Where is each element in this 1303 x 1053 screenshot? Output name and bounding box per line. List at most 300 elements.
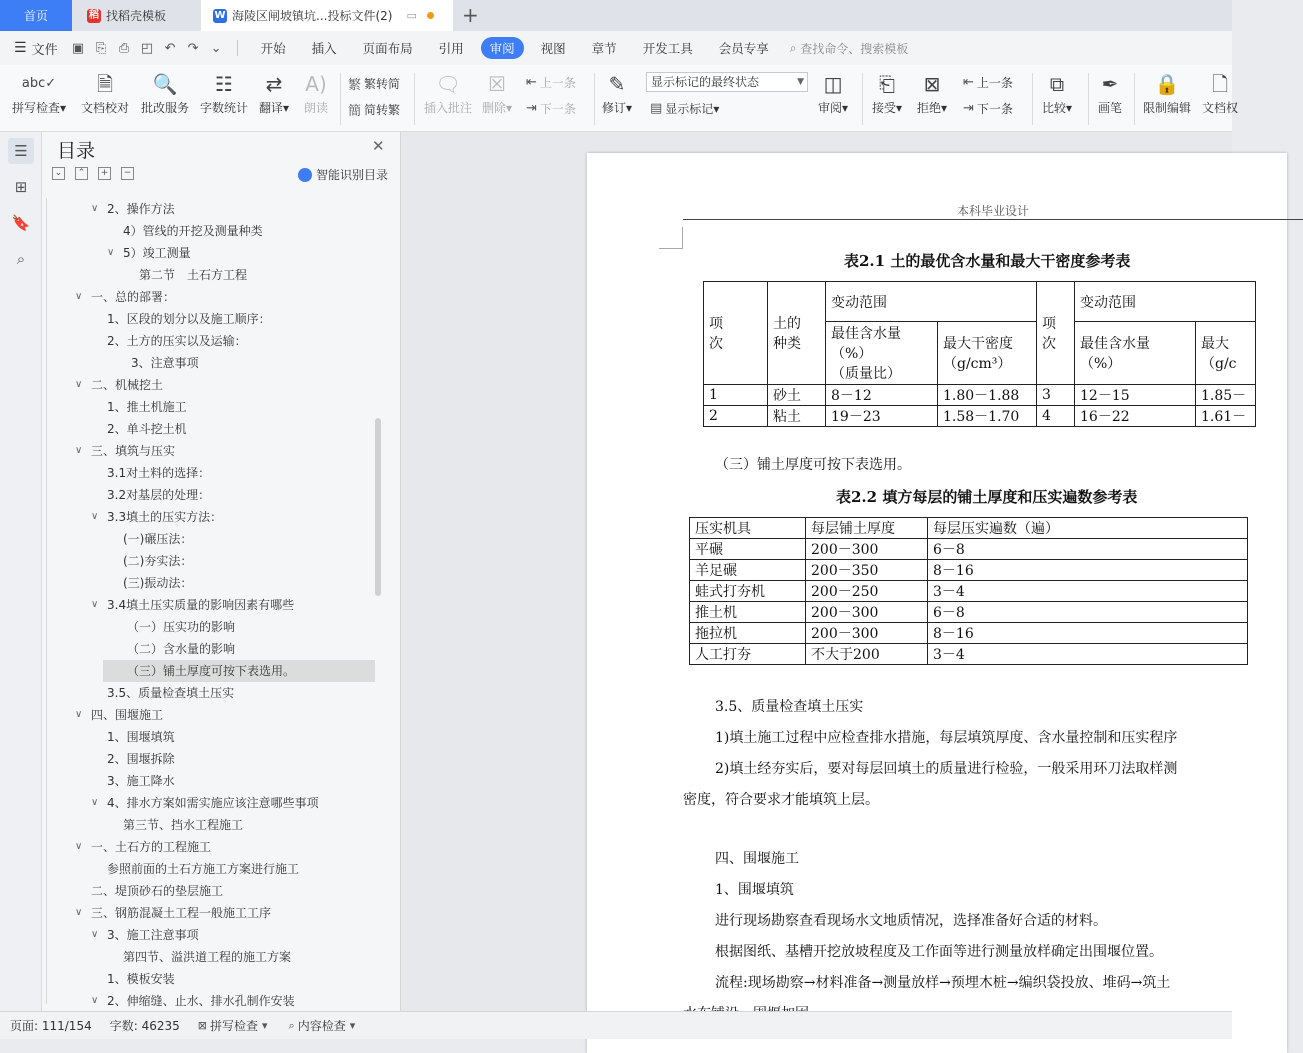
toc-item-label: 3、施工注意事项 [107,928,199,942]
toc-item-label: 一、土石方的工程施工 [91,840,212,854]
toc-item[interactable] [47,638,375,660]
table-cell: 3 [1037,385,1075,406]
hamburger-icon: ☰ [14,40,27,56]
toc-item-label: 3.3填土的压实方法： [107,510,223,524]
toc-item[interactable] [47,462,375,484]
undo-icon[interactable]: ↶ [164,40,176,56]
track-changes-icon: ✎ [608,72,626,96]
dropdown-caret-icon: ▾ [506,101,513,115]
prev-change-label: 上一条 [976,76,1013,90]
toc-item-label: (三)振动法： [123,576,193,590]
toc-item-label: 一、总的部署： [91,290,176,304]
toc-item[interactable] [47,682,375,704]
tab-developer[interactable]: 开发工具 [642,41,693,56]
toc-item[interactable] [47,990,375,1012]
toc-item-label: 1、模板安装 [107,972,175,986]
toc-item[interactable] [47,352,375,374]
print-icon[interactable]: ⎙ [118,40,130,56]
table2-header: 每层铺土厚度 [806,518,928,539]
table1-header-item: 项 次 [704,282,768,385]
table-cell: 200－300 [806,623,928,644]
reject-icon: ⊠ [923,72,941,96]
dropdown-caret-icon: ▾ [842,101,849,115]
word-count-button[interactable] [200,69,248,116]
toc-item-selected[interactable] [103,660,375,682]
table1-header-range2: 变动范围 [1075,282,1256,322]
toc-item[interactable] [47,748,375,770]
table-cell: 拖拉机 [690,623,806,644]
toc-panel-icon[interactable]: ☰ [8,138,34,164]
table-cell: 16－22 [1075,406,1196,427]
toc-title: 目录 [57,140,96,162]
table-cell: 200－300 [806,602,928,623]
doc-proof-button[interactable] [81,69,129,116]
remove-heading-icon[interactable]: − [121,167,134,180]
spellcheck-status-icon: ⊠ [197,1019,207,1032]
table1-header-soil: 土的 种类 [768,282,826,385]
review-pane-label: 审阅 [818,101,843,115]
track-changes-button[interactable] [602,69,632,116]
smart-detect-toc-button[interactable] [298,166,388,183]
table-header-row [690,518,1248,539]
toc-item[interactable] [47,198,375,220]
toc-item[interactable] [47,220,375,242]
pen-button[interactable] [1098,69,1122,116]
paragraph: 流程:现场勘察→材料准备→测量放样→预埋木桩→编织袋投放、堆码→筑土 [715,975,1171,991]
next-comment-button[interactable] [526,100,576,117]
toc-item[interactable] [47,374,375,396]
toc-item-label: 3、注意事项 [131,356,199,370]
tab-page-layout[interactable]: 页面布局 [362,41,413,56]
toc-item[interactable] [47,264,375,286]
tab-view[interactable]: 视图 [540,41,566,56]
dropdown-caret-icon: ▾ [896,101,903,115]
table-row [690,539,1248,560]
chevron-down-icon[interactable]: ∨ [107,247,115,258]
content-check-status[interactable] [289,1017,359,1034]
table-cell: 粘土 [768,406,826,427]
toc-item-label: 2、单斗挖土机 [107,422,187,436]
translate-button[interactable] [259,69,289,116]
toc-item[interactable] [47,506,375,528]
header-rule [683,219,1303,220]
toc-item[interactable] [47,418,375,440]
toc-item[interactable] [47,484,375,506]
table-cell: 人工打夯 [690,644,806,665]
tab-home[interactable]: 首页 [0,0,72,31]
tab-template[interactable] [73,0,201,31]
word-count-indicator[interactable]: 字数: 46235 [109,1019,180,1033]
toc-item-label: (二)夯实法： [123,554,193,568]
toc-item[interactable] [47,704,375,726]
chevron-down-icon[interactable]: ∨ [75,841,83,852]
compare-button[interactable] [1042,69,1072,116]
table-cell: 2 [704,406,768,427]
table-cell: 8－16 [928,623,1248,644]
toc-item[interactable] [47,616,375,638]
pin-window-icon[interactable]: ▭ [406,9,417,22]
chevron-down-icon[interactable]: ∨ [75,291,83,302]
margin-corner-mark [659,227,683,249]
save-icon[interactable]: ▣ [71,40,85,56]
dropdown-caret-icon: ▾ [283,101,290,115]
toc-item[interactable] [47,330,375,352]
table-cell: 1.58－1.70 [938,406,1037,427]
table-cell: 不大于200 [806,644,928,665]
insert-comment-button[interactable] [424,69,472,116]
add-heading-icon[interactable]: + [98,167,111,180]
chevron-down-icon[interactable]: ∨ [75,907,83,918]
simp-to-trad-label: 简转繁 [364,103,401,117]
accept-button[interactable] [872,69,902,116]
table-cell: 8－12 [826,385,938,406]
page-header: 本科毕业设计 [957,204,1030,218]
table-row [690,644,1248,665]
spellcheck-abc-icon: abc✓ [21,76,57,91]
tab-start[interactable]: 开始 [260,41,286,56]
toc-item-label: 3.5、质量检查填土压实 [107,686,235,700]
dropdown-caret-icon: ▾ [262,1019,268,1032]
comment-delete-icon: ☒ [488,72,506,96]
toc-item-label: 三、填筑与压实 [91,444,176,458]
dropdown-caret-icon: ▾ [349,1019,356,1032]
paragraph: 2)填土经夯实后，要对每层回填土的质量进行检验，一般采用环刀法取样测 [715,761,1178,777]
ribbon-divider [1088,73,1089,125]
table-cell: 1.85－ [1196,385,1256,406]
table-row [690,623,1248,644]
tab-document-label: 海陵区闸坡镇坑...投标文件(2) [232,9,393,23]
document-canvas [401,132,1247,1011]
next-change-icon: ⇥ [963,101,974,116]
toc-item[interactable] [47,550,375,572]
table-cell: 平碾 [690,539,806,560]
track-changes-label: 修订 [602,101,627,115]
toc-item[interactable] [47,726,375,748]
table1[interactable] [703,281,1256,427]
paragraph: 1、围堰填筑 [715,882,794,898]
next-comment-label: 下一条 [539,102,576,116]
trad-to-simp-label: 繁转简 [364,77,401,91]
delete-comment-label: 删除 [482,101,507,115]
table1-header-opt2: 最佳含水量 （%） [1075,322,1196,385]
table-cell: 3－4 [928,644,1248,665]
toc-item[interactable] [47,946,375,968]
tab-references[interactable]: 引用 [438,41,464,56]
trad-simp-icon: 繁 [348,78,362,93]
toc-item[interactable] [47,242,375,264]
spellcheck-status-label: 拼写检查 [209,1019,258,1033]
toc-item[interactable] [47,286,375,308]
toc-item-label: 四、围堰施工 [91,708,164,722]
table-cell: 6－8 [928,539,1248,560]
toc-toolbar [52,167,134,180]
table-cell: 200－300 [806,539,928,560]
table-cell: 12－15 [1075,385,1196,406]
tab-review[interactable]: 审阅 [481,37,524,59]
table-cell: 4 [1037,406,1075,427]
paragraph: （三）铺土厚度可按下表选用。 [715,457,911,473]
doc-proof-label: 文档校对 [81,101,130,115]
toc-item[interactable] [47,792,375,814]
search-icon: ⌕ [789,40,801,55]
dropdown-caret-icon: ▾ [941,101,948,115]
writer-doc-icon: W [214,9,226,21]
review-ribbon [0,65,1239,132]
spellcheck-label: 拼写检查 [12,101,61,115]
prev-comment-button[interactable] [526,74,576,91]
page-indicator[interactable]: 页面: 111/154 [10,1019,92,1033]
tab-member[interactable]: 会员专享 [718,41,769,56]
print-preview-icon[interactable]: ◰ [140,40,154,56]
toc-item-label: 3.4填土压实质量的影响因素有哪些 [107,598,295,612]
compare-label: 比较 [1042,101,1067,115]
table1-header-opt: 最佳含水量 （%） （质量比） [826,322,938,385]
toc-panel [42,132,401,1011]
paragraph: 密度，符合要求才能填筑上层。 [683,792,879,808]
lock-doc-icon: 🔒 [1154,72,1180,96]
toc-item-label: 第三节、挡水工程施工 [123,818,244,832]
doc-proof-icon: 🗎 [96,72,114,96]
content-check-label: 内容检查 [297,1019,346,1033]
batch-service-label: 批改服务 [141,101,190,115]
compare-icon: ⧉ [1049,72,1065,96]
toc-item[interactable] [47,858,375,880]
read-aloud-icon: A) [305,72,327,96]
show-markup-label: 显示标记 [665,102,714,116]
chevron-down-icon[interactable]: ∨ [91,929,99,940]
chevron-down-icon[interactable]: ∨ [91,995,99,1006]
paragraph: 四、围堰施工 [715,851,799,867]
tab-chapter[interactable]: 章节 [591,41,617,56]
prev-comment-label: 上一条 [539,76,576,90]
toc-item[interactable] [47,770,375,792]
table2-header: 压实机具 [690,518,806,539]
table-row [690,560,1248,581]
toc-item-label: 4）管线的开挖及测量种类 [123,224,263,238]
chapter-nav-icon[interactable]: ⊞ [14,178,28,196]
table-cell: 200－350 [806,560,928,581]
next-change-label: 下一条 [976,102,1013,116]
batch-service-icon: 🔍 [152,72,178,96]
ribbon-divider [340,73,341,125]
menu-bar [0,31,1232,65]
comment-add-icon: 🗨 [435,72,461,96]
toc-item[interactable] [47,924,375,946]
prev-change-button[interactable] [963,74,1013,91]
unsaved-dot-icon[interactable] [427,12,434,19]
tab-insert[interactable]: 插入 [311,41,337,56]
show-markup-button[interactable] [650,100,719,117]
table1-header-max: 最大干密度 （g/cm³） [938,322,1037,385]
export-pdf-icon[interactable]: ⎘ [95,40,107,56]
toc-item-label: 2、操作方法 [107,202,175,216]
spellcheck-button[interactable] [12,69,66,116]
dropdown-caret-icon: ▾ [626,101,633,115]
smart-ai-icon [298,168,312,182]
read-aloud-button[interactable] [304,69,328,116]
spellcheck-status[interactable] [198,1017,271,1034]
toc-item-label: （三）铺土厚度可按下表选用。 [127,664,296,678]
menu-divider [237,40,238,56]
table1-header-item2: 项 次 [1037,282,1075,385]
dropdown-caret-icon: ▾ [60,101,67,115]
toc-item-label: 2、围堰拆除 [107,752,175,766]
toc-item[interactable] [47,308,375,330]
toc-scrollbar[interactable] [375,418,381,596]
toc-item-label: 二、堤顶砂石的垫层施工 [91,884,224,898]
table1-header-range: 变动范围 [826,282,1037,322]
chevron-down-icon[interactable]: ∨ [91,511,99,522]
ribbon-divider [414,73,415,125]
trad-to-simp-button[interactable] [348,74,400,93]
insert-comment-label: 插入批注 [424,101,473,115]
toc-item-label: 1、围堰填筑 [107,730,175,744]
table-row [690,581,1248,602]
new-tab-plus-icon[interactable]: + [462,3,479,27]
ribbon-divider [594,73,595,125]
ribbon-divider [1134,73,1135,125]
toc-item-label: 1、推土机施工 [107,400,187,414]
batch-service-button[interactable] [141,69,189,116]
toc-tree [46,198,376,1008]
toc-item[interactable] [47,440,375,462]
command-search-placeholder: 查找命令、搜索模板 [800,41,909,56]
ribbon-tabs [248,37,782,59]
table-cell: 200－250 [806,581,928,602]
review-pane-icon: ◫ [823,72,843,96]
toc-item[interactable] [47,968,375,990]
find-search-icon[interactable]: ⌕ [16,250,26,268]
chevron-down-icon[interactable]: ∨ [91,203,99,214]
table-cell: 羊足碾 [690,560,806,581]
toc-item[interactable] [47,880,375,902]
toc-item-label: 第二节 土石方工程 [139,268,248,282]
redo-icon[interactable]: ↷ [187,40,199,56]
toc-item-label: （一）压实功的影响 [127,620,236,634]
word-count-icon: ☷ [215,72,233,96]
file-menu[interactable] [14,39,58,58]
chevron-down-icon[interactable]: ∨ [75,709,83,720]
delete-comment-button[interactable] [482,69,512,116]
toc-item-label: （二）含水量的影响 [127,642,236,656]
read-aloud-label: 朗读 [304,101,329,115]
restrict-edit-button[interactable] [1143,69,1191,116]
doc-auth-icon: 🗋 [1211,72,1229,96]
chevron-down-icon[interactable]: ∨ [75,379,83,390]
table-cell: 8－16 [928,560,1248,581]
chevron-down-icon[interactable]: ∨ [91,599,99,610]
simp-trad-icon: 簡 [348,104,362,119]
table-cell: 6－8 [928,602,1248,623]
paragraph: 根据图纸、基槽开挖放坡程度及工作面等进行测量放样确定出围堰位置。 [715,944,1163,960]
reject-button[interactable] [917,69,947,116]
paragraph: 进行现场勘察查看现场水文地质情况，选择准备好合适的材料。 [715,913,1107,929]
expand-all-icon[interactable]: ⌄ [52,167,65,180]
table-row [690,602,1248,623]
markup-display-select[interactable] [646,72,808,92]
table-row [704,385,1256,406]
table1-header-max2: 最大 （g/c [1196,322,1256,385]
translate-label: 翻译 [259,101,284,115]
reject-label: 拒绝 [917,101,942,115]
toc-item-label: (一)碾压法： [123,532,193,546]
toc-item[interactable] [47,814,375,836]
table-cell: 3－4 [928,581,1248,602]
navigation-rail [0,132,42,1011]
document-page[interactable] [587,153,1287,1053]
table-cell: 1.80－1.88 [938,385,1037,406]
table-cell: 推土机 [690,602,806,623]
toc-item[interactable] [47,902,375,924]
file-menu-label: 文件 [31,42,58,58]
toc-item-label: 1、区段的划分以及施工顺序： [107,312,271,326]
pen-icon: ✒ [1101,72,1119,96]
table-cell: 1 [704,385,768,406]
quick-access-toolbar [68,41,227,56]
command-search[interactable] [790,40,909,57]
toc-item-label: 2、土方的压实以及运输： [107,334,247,348]
toc-item-label: 三、钢筋混凝土工程一般施工工序 [91,906,272,920]
table-row [704,406,1256,427]
prev-change-icon: ⇤ [963,75,974,90]
prev-comment-icon: ⇤ [526,75,537,90]
toc-item-label: 2、伸缩缝、止水、排水孔制作安装 [107,994,295,1008]
toc-item-label: 二、机械挖土 [91,378,164,392]
toc-item-label: 3.1对土料的选择： [107,466,211,480]
toc-item-label: 第四节、溢洪道工程的施工方案 [123,950,292,964]
select-arrow-icon: ▼ [797,77,804,87]
chevron-down-icon[interactable]: ∨ [75,445,83,456]
table1-title: 表2.1 土的最优含水量和最大干密度参考表 [844,252,1131,270]
doc-auth-button[interactable] [1202,69,1238,116]
toc-item-label: 3.2对基层的处理： [107,488,211,502]
restrict-edit-label: 限制编辑 [1143,101,1192,115]
simp-to-trad-button[interactable] [348,100,400,119]
toc-item[interactable] [47,836,375,858]
accept-label: 接受 [872,101,897,115]
tab-bar [0,0,1232,31]
next-change-button[interactable] [963,100,1013,117]
toc-item[interactable] [47,572,375,594]
close-icon[interactable]: ✕ [372,137,385,155]
toc-item[interactable] [47,528,375,550]
tab-document[interactable] [201,0,453,31]
ribbon-divider [1032,73,1033,125]
review-pane-button[interactable] [818,69,848,116]
collapse-all-icon[interactable]: ⌃ [75,167,88,180]
smart-detect-label: 智能识别目录 [316,168,389,182]
toc-item[interactable] [47,594,375,616]
pen-label: 画笔 [1098,101,1123,115]
toc-item[interactable] [47,396,375,418]
more-chevron-icon[interactable]: ⌄ [210,40,222,56]
bookmark-icon[interactable]: 🔖 [11,214,31,232]
table2[interactable] [689,517,1248,665]
content-check-icon: ⌕ [288,1018,295,1032]
toc-item-label: 参照前面的土石方施工方案进行施工 [107,862,300,876]
paragraph: 1)填土施工过程中应检查排水措施，每层填筑厚度、含水量控制和压实程序 [715,730,1178,746]
dropdown-caret-icon: ▾ [713,101,720,116]
docer-icon: 稻 [89,9,99,21]
chevron-down-icon[interactable]: ∨ [91,797,99,808]
doc-auth-label: 文档权 [1202,101,1239,115]
table-cell: 砂土 [768,385,826,406]
toc-item-label: 4、排水方案如需实施应该注意哪些事项 [107,796,319,810]
translate-icon: ⇄ [265,72,283,96]
ribbon-divider [862,73,863,125]
table-cell: 蛙式打夯机 [690,581,806,602]
table-cell: 19－23 [826,406,938,427]
